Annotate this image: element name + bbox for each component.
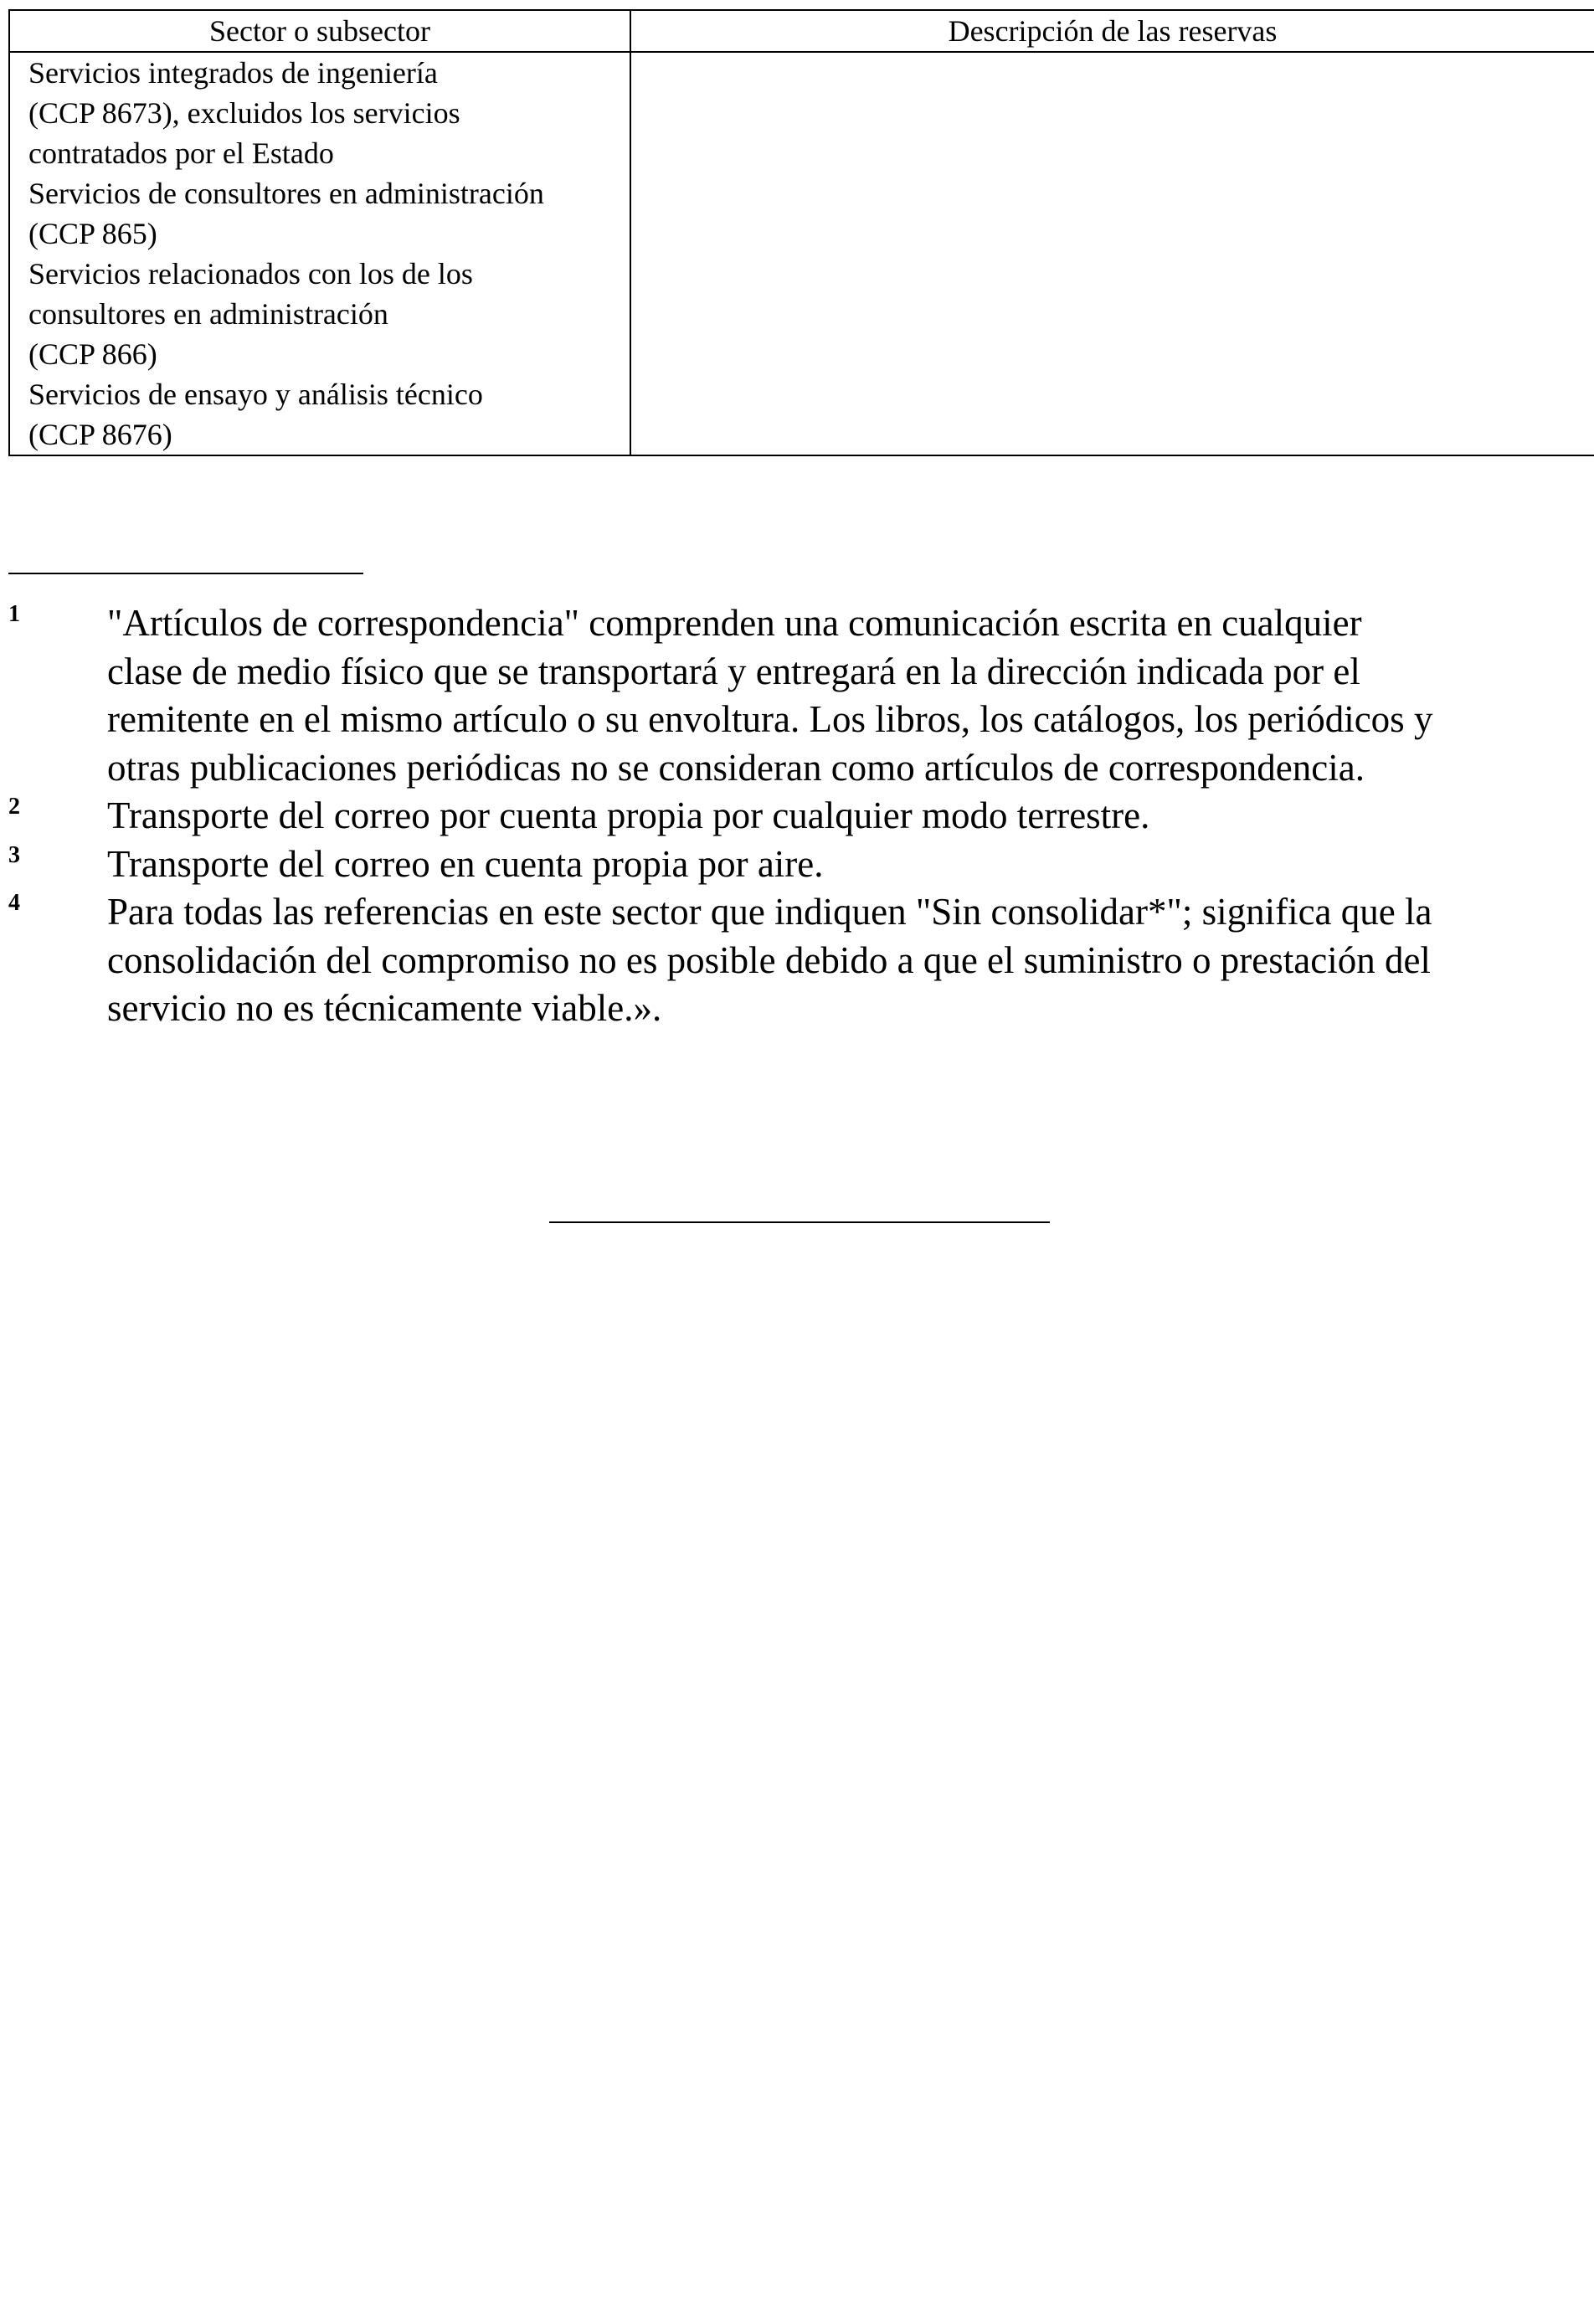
end-of-section-rule — [549, 1221, 1050, 1223]
footnote-line: "Artículos de correspondencia" comprenden una comunicación escrita en cualquier — [107, 602, 1362, 644]
footnote-text — [107, 841, 1582, 889]
table-header-row — [9, 10, 1594, 52]
sector-line: Servicios de ensayo y análisis técnico — [28, 378, 483, 411]
sector-line: (CCP 8676) — [28, 418, 172, 451]
footnote-line: remitente en el mismo artículo o su envoltura. Los libros, los catálogos, los periódicos y — [107, 698, 1433, 740]
footnote-line: Transporte del correo en cuenta propia por aire. — [107, 842, 824, 885]
footnote-line: otras publicaciones periódicas no se consideran como artículos de correspondencia. — [107, 746, 1365, 789]
footnote-4 — [8, 888, 1582, 1033]
footnote-number: 1 — [8, 601, 20, 627]
footnote-text — [107, 599, 1582, 792]
reserves-table — [8, 9, 1594, 456]
footnote-line: servicio no es técnicamente viable.». — [107, 987, 662, 1029]
sector-line: Servicios relacionados con los de los — [28, 257, 473, 290]
footnote-line: clase de medio físico que se transportará y entregará en la dirección indicada por el — [107, 650, 1360, 692]
footnote-line: consolidación del compromiso no es posible debido a que el suministro o prestación del — [107, 938, 1431, 981]
sector-line: contratados por el Estado — [28, 136, 334, 170]
description-cell — [630, 52, 1594, 455]
sector-line: (CCP 866) — [28, 337, 157, 371]
table-row — [9, 52, 1594, 455]
footnote-number: 2 — [8, 794, 20, 820]
sector-line: (CCP 865) — [28, 217, 157, 250]
header-description: Descripción de las reservas — [630, 10, 1594, 52]
footnote-3 — [8, 841, 1582, 889]
footnote-separator — [8, 573, 363, 574]
sector-line: Servicios integrados de ingeniería — [28, 56, 438, 90]
footnote-line: Para todas las referencias en este sector que indiquen "Sin consolidar*"; significa que la — [107, 891, 1432, 933]
footnote-number: 3 — [8, 841, 20, 868]
sector-cell — [9, 52, 630, 455]
header-sector: Sector o subsector — [9, 10, 630, 52]
sector-line: consultores en administración — [28, 297, 388, 331]
footnote-line: Transporte del correo por cuenta propia por cualquier modo terrestre. — [107, 794, 1150, 836]
footnote-2 — [8, 792, 1582, 841]
footnotes — [8, 599, 1582, 1033]
sector-line: (CCP 8673), excluidos los servicios — [28, 96, 460, 130]
sector-line: Servicios de consultores en administración — [28, 177, 544, 210]
footnote-text — [107, 888, 1582, 1033]
footnote-text — [107, 792, 1582, 841]
footnote-1 — [8, 599, 1582, 792]
footnote-number: 4 — [8, 890, 20, 916]
